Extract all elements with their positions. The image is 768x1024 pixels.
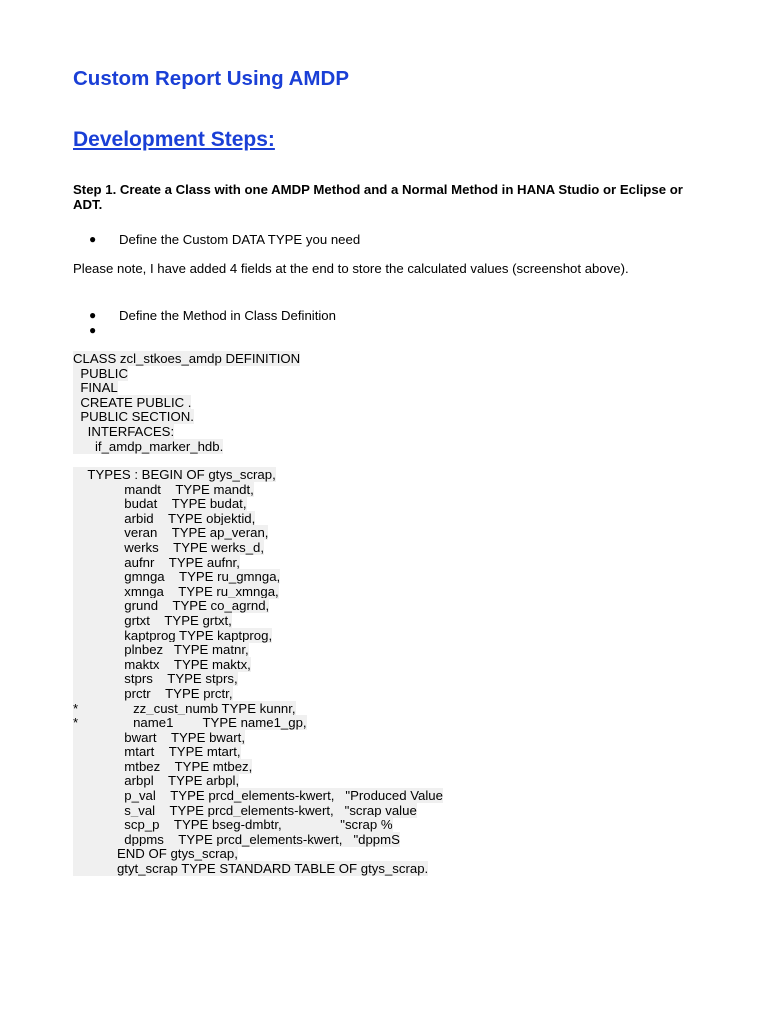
code-line-text: mtart TYPE mtart, [73,744,241,760]
code-line-text: dppms TYPE prcd_elements-kwert, "dppmS [73,831,400,847]
code-line-text: PUBLIC SECTION. [73,409,194,425]
code-line [73,658,443,673]
code-line-text: INTERFACES: [73,423,175,439]
step-1-heading: Step 1. Create a Class with one AMDP Method and a Normal Method in HANA Studio or Eclipse or ADT. [73,182,683,212]
code-line [73,818,443,833]
code-line [73,804,443,819]
code-line-text: scp_p TYPE bseg-dmbtr, "scrap % [73,817,393,833]
code-line-text: kaptprog TYPE kaptprog, [73,627,273,643]
code-line [73,570,443,585]
code-line-text: veran TYPE ap_veran, [73,525,269,541]
code-line-text: arbpl TYPE arbpl, [73,773,240,789]
code-line [73,468,443,483]
code-line [73,526,443,541]
code-line [73,643,443,658]
code-line-text: stprs TYPE stprs, [73,671,238,687]
code-line-text: grund TYPE co_agrnd, [73,598,270,614]
code-line-text: if_amdp_marker_hdb. [73,438,224,454]
code-line [73,833,443,848]
section-heading: Development Steps: [73,128,275,151]
code-line-text: * zz_cust_numb TYPE kunnr, [73,700,296,716]
code-line-text: plnbez TYPE matnr, [73,642,249,658]
code-line [73,585,443,600]
code-line [73,541,443,556]
code-line [73,497,443,512]
code-line [73,789,443,804]
list-item-text: Define the Custom DATA TYPE you need [119,232,361,247]
code-line [73,483,443,498]
code-line-text: * name1 TYPE name1_gp, [73,715,307,731]
code-line [73,367,300,382]
code-line-text: CREATE PUBLIC . [73,394,192,410]
code-line [73,440,300,455]
code-line [73,410,300,425]
code-line-text: CLASS zcl_stkoes_amdp DEFINITION [73,351,301,366]
code-line-text: prctr TYPE prctr, [73,685,233,701]
code-line-text: arbid TYPE objektid, [73,510,256,526]
code-line [73,774,443,789]
code-line-text: bwart TYPE bwart, [73,729,245,745]
code-line-text: gtyt_scrap TYPE STANDARD TABLE OF gtys_scrap. [73,861,429,877]
bullet-icon: ● [89,232,97,246]
document-title: Custom Report Using AMDP [73,67,349,90]
code-line-text: s_val TYPE prcd_elements-kwert, "scrap value [73,802,417,818]
code-line [73,687,443,702]
bullet-icon: ● [89,323,97,337]
code-line [73,396,300,411]
code-line [73,847,443,862]
code-line-text: mandt TYPE mandt, [73,481,254,497]
code-line [73,352,300,367]
code-line-text: maktx TYPE maktx, [73,656,251,672]
code-line [73,599,443,614]
code-line-text: budat TYPE budat, [73,496,247,512]
code-line [73,731,443,746]
code-line-text: END OF gtys_scrap, [73,846,238,862]
code-line-text: PUBLIC [73,365,128,381]
code-line [73,381,300,396]
list-item-text: Define the Method in Class Definition [119,308,336,323]
code-line-text: TYPES : BEGIN OF gtys_scrap, [73,467,276,482]
code-block-class-definition [73,352,300,454]
code-line-text: xmnga TYPE ru_xmnga, [73,583,279,599]
code-line [73,425,300,440]
code-line-text: FINAL [73,380,118,396]
code-line-text: aufnr TYPE aufnr, [73,554,240,570]
code-line [73,629,443,644]
code-line [73,672,443,687]
code-line-text: werks TYPE werks_d, [73,539,265,555]
code-line [73,614,443,629]
code-line-text: gmnga TYPE ru_gmnga, [73,569,281,585]
bullet-icon: ● [89,308,97,322]
code-line-text: p_val TYPE prcd_elements-kwert, "Produced Value [73,788,443,804]
code-line [73,862,443,877]
code-line-text: grtxt TYPE grtxt, [73,612,232,628]
code-line-text: mtbez TYPE mtbez, [73,758,253,774]
note-paragraph: Please note, I have added 4 fields at the end to store the calculated values (screenshot above). [73,261,629,276]
code-line [73,702,443,717]
code-line [73,512,443,527]
code-line [73,745,443,760]
code-block-types [73,468,443,877]
code-line [73,716,443,731]
code-line [73,556,443,571]
code-line [73,760,443,775]
